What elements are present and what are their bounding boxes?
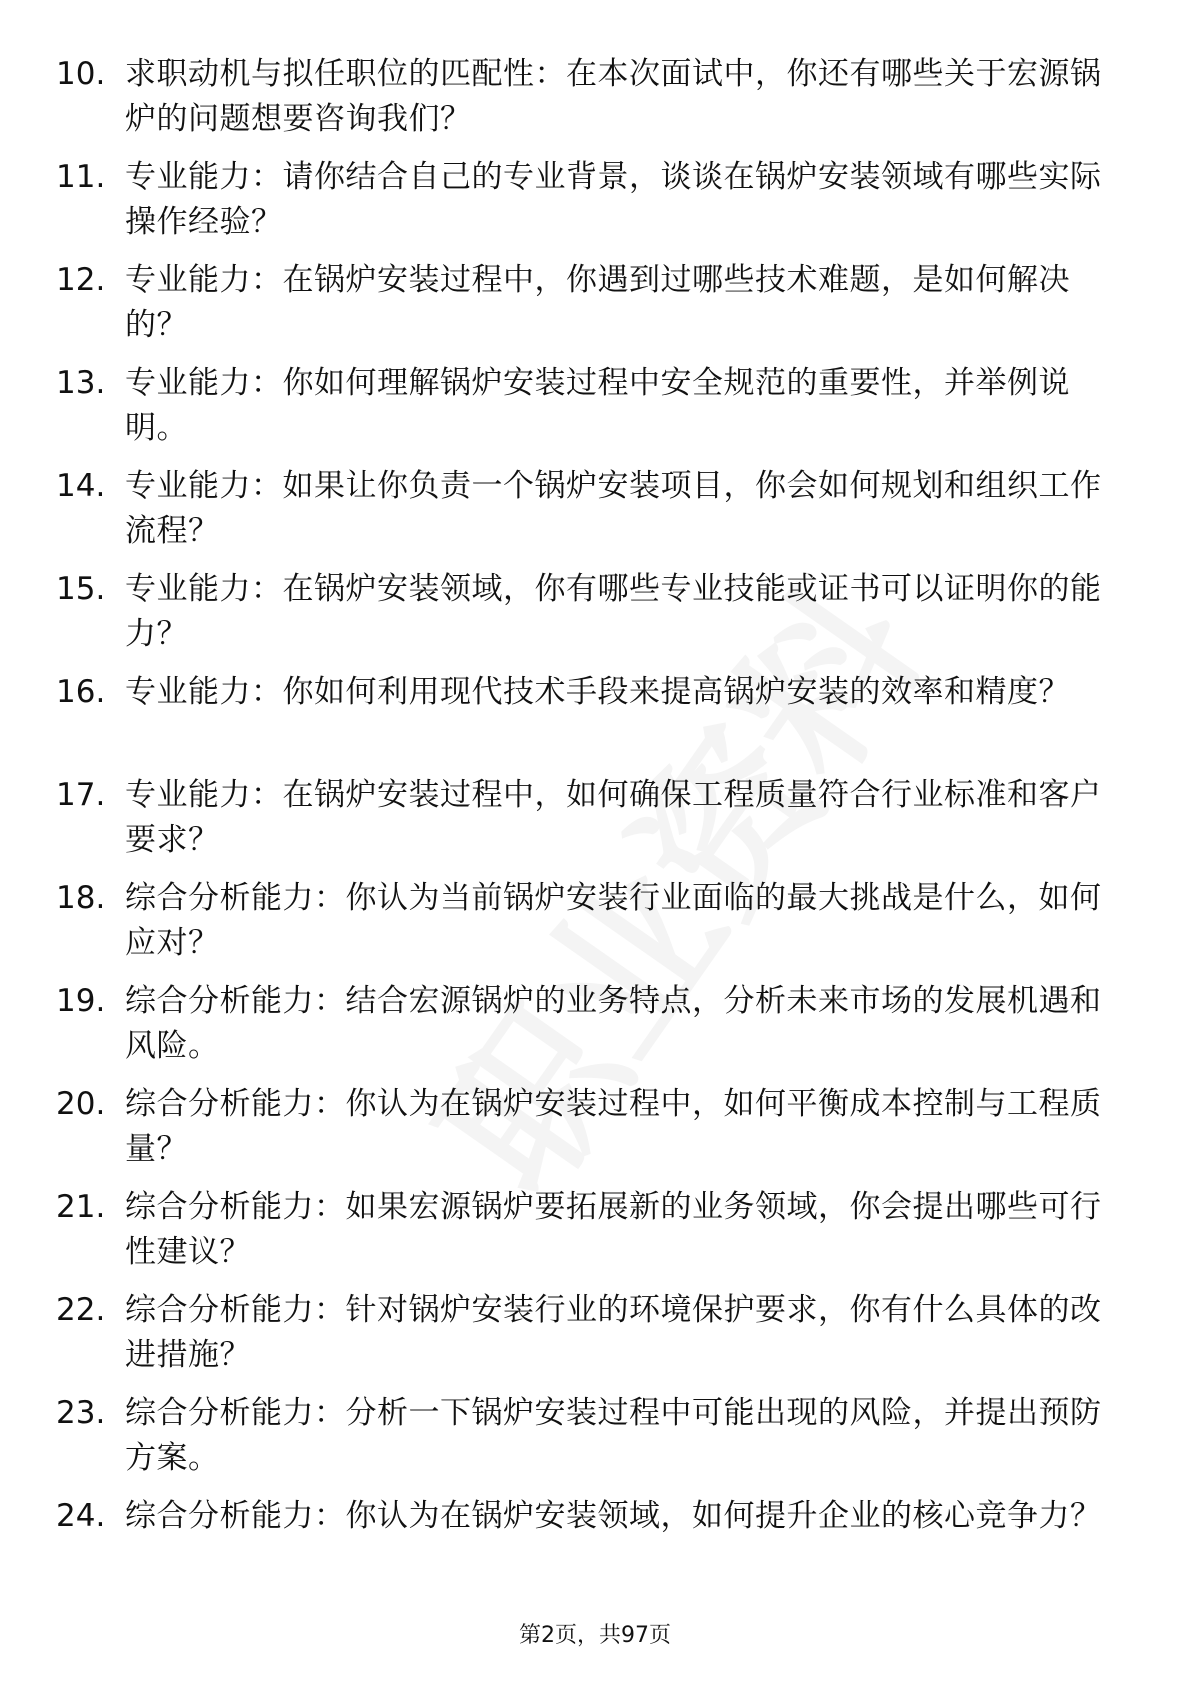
question-text: 综合分析能力：如果宏源锅炉要拓展新的业务领域，你会提出哪些可行性建议？	[125, 1189, 1102, 1270]
question-text: 综合分析能力：你认为当前锅炉安装行业面临的最大挑战是什么，如何应对？	[125, 880, 1102, 961]
question-number: 15.	[56, 571, 106, 607]
question-number: 10.	[56, 56, 106, 92]
question-number: 16.	[56, 674, 106, 710]
list-item	[0, 258, 1190, 361]
question-text: 综合分析能力：你认为在锅炉安装领域，如何提升企业的核心竞争力？	[125, 1498, 1102, 1534]
question-number: 21.	[56, 1189, 106, 1225]
question-number: 23.	[56, 1395, 106, 1431]
question-list	[0, 52, 1190, 1597]
question-text: 专业能力：请你结合自己的专业背景，谈谈在锅炉安装领域有哪些实际操作经验？	[125, 159, 1102, 240]
question-text: 综合分析能力：针对锅炉安装行业的环境保护要求，你有什么具体的改进措施？	[125, 1292, 1102, 1373]
list-item	[0, 670, 1190, 773]
question-number: 19.	[56, 983, 106, 1019]
list-item	[0, 1082, 1190, 1185]
question-text: 综合分析能力：你认为在锅炉安装过程中，如何平衡成本控制与工程质量？	[125, 1086, 1102, 1167]
list-item	[0, 1185, 1190, 1288]
list-item	[0, 155, 1190, 258]
question-text: 专业能力：如果让你负责一个锅炉安装项目，你会如何规划和组织工作流程？	[125, 468, 1102, 549]
list-item	[0, 567, 1190, 670]
list-item	[0, 464, 1190, 567]
list-item	[0, 773, 1190, 876]
question-text: 求职动机与拟任职位的匹配性：在本次面试中，你还有哪些关于宏源锅炉的问题想要咨询我们？	[125, 56, 1102, 137]
question-text: 专业能力：在锅炉安装过程中，你遇到过哪些技术难题，是如何解决的？	[125, 262, 1070, 343]
list-item	[0, 52, 1190, 155]
page-indicator: 第2页，共97页	[519, 1623, 671, 1648]
question-text: 专业能力：你如何理解锅炉安装过程中安全规范的重要性，并举例说明。	[125, 365, 1070, 446]
question-number: 20.	[56, 1086, 106, 1122]
list-item	[0, 876, 1190, 979]
question-number: 11.	[56, 159, 106, 195]
question-text: 专业能力：在锅炉安装领域，你有哪些专业技能或证书可以证明你的能力？	[125, 571, 1102, 652]
question-number: 14.	[56, 468, 106, 504]
question-text: 专业能力：你如何利用现代技术手段来提高锅炉安装的效率和精度？	[125, 674, 1070, 710]
list-item	[0, 1391, 1190, 1494]
page-footer	[0, 1618, 1190, 1649]
question-number: 22.	[56, 1292, 106, 1328]
list-item	[0, 361, 1190, 464]
list-item	[0, 1494, 1190, 1597]
question-number: 13.	[56, 365, 106, 401]
question-text: 专业能力：在锅炉安装过程中，如何确保工程质量符合行业标准和客户要求？	[125, 777, 1102, 858]
list-item	[0, 979, 1190, 1082]
question-number: 24.	[56, 1498, 106, 1534]
question-number: 17.	[56, 777, 106, 813]
list-item	[0, 1288, 1190, 1391]
question-number: 18.	[56, 880, 106, 916]
question-text: 综合分析能力：结合宏源锅炉的业务特点，分析未来市场的发展机遇和风险。	[125, 983, 1102, 1064]
question-text: 综合分析能力：分析一下锅炉安装过程中可能出现的风险，并提出预防方案。	[125, 1395, 1102, 1476]
question-number: 12.	[56, 262, 106, 298]
